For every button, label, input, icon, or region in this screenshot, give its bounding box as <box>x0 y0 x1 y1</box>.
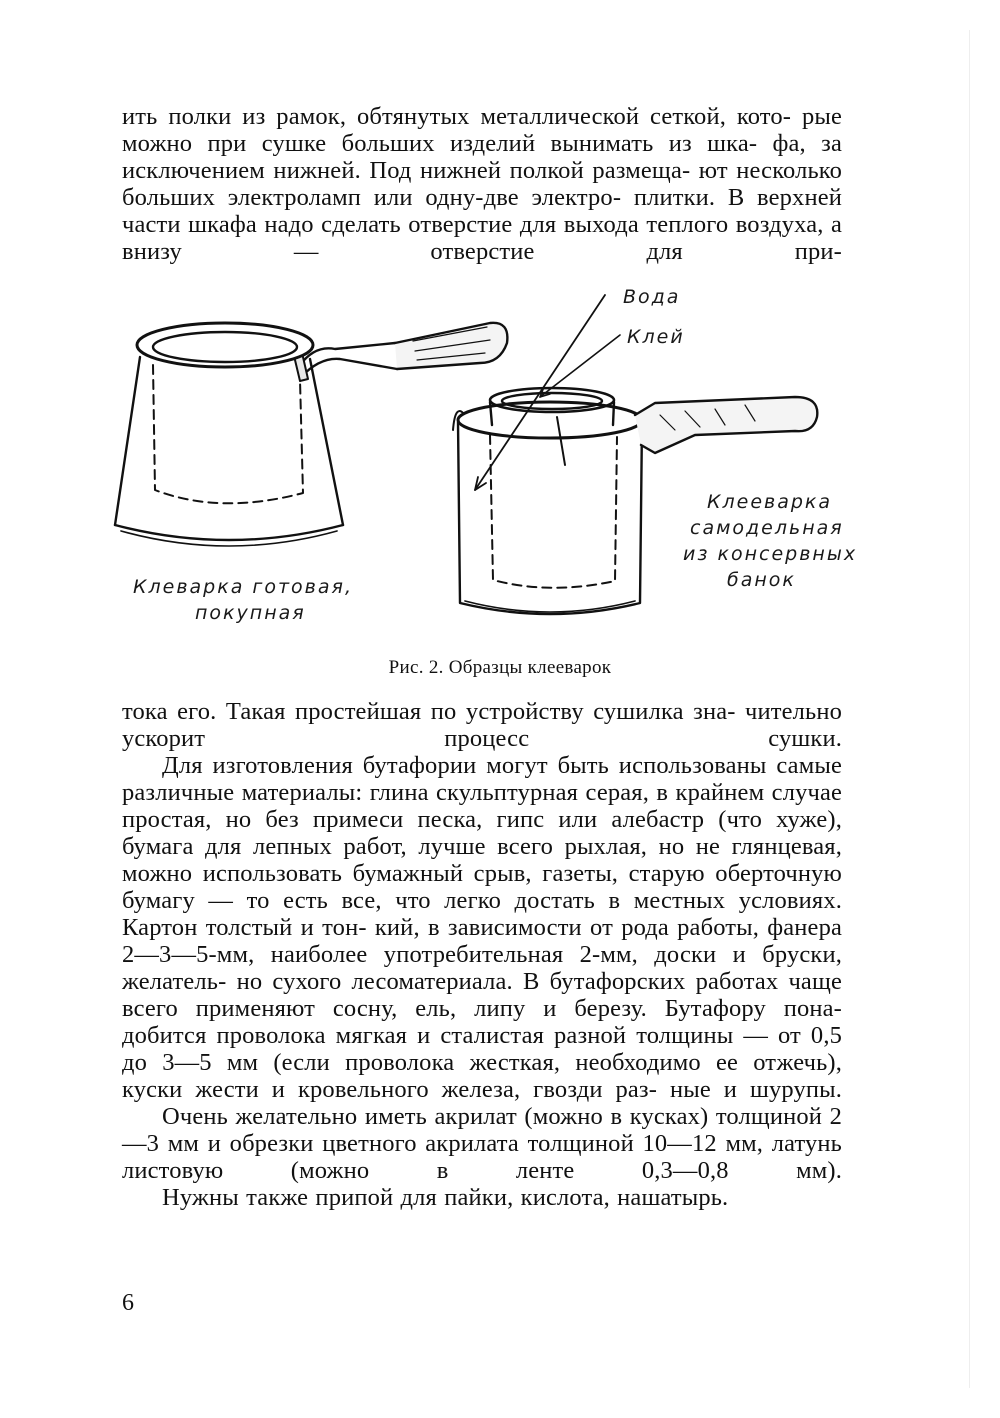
label-homemade-line3: из консервных <box>683 543 858 565</box>
label-bought-line2: покупная <box>195 602 306 624</box>
label-bought-line1: Клеварка готовая, <box>133 576 353 598</box>
label-homemade-line2: самодельная <box>690 517 844 539</box>
label-glue: Клей <box>627 326 685 348</box>
paragraph-materials: Для изготовления бутафории могут быть использованы самые различные материалы: глина скульптурная серая, в крайнем случае простая, но без примеси песка, гипс или алебастр (что хуже), бумага для лепных работ, лучше всего рыхлая, но не глянцевая, можно использовать бумажный срыв, газеты, старую оберточную бумагу — то есть все, что легко достать в местных условиях. Картон толстый и тон- кий, в зависимости от рода работы, фанера 2—3—5-мм, наиболее употребительная 2-мм, доски и бруски, желатель- но сухого лесоматериала. В бутафорских работах чаще всего применяют сосну, ель, липу и березу. Бутафору пона- добится проволока мягкая и сталистая разной толщины — от 0,5 до 3—5 мм (если проволока жесткая, необходимо ее отжечь), куски жести и кровельного железа, гвозди раз- ные и шурупы. <box>122 752 842 1103</box>
bottom-text-block <box>122 698 842 1211</box>
paragraph-solder: Нужны также припой для пайки, кислота, нашатырь. <box>162 1184 729 1211</box>
bought-glue-pot-drawing <box>115 323 507 546</box>
page-edge <box>969 30 970 1388</box>
paragraph-acrylate: Очень желательно иметь акрилат (можно в кусках) толщиной 2—3 мм и обрезки цветного акрилата толщиной 10—12 мм, латунь листовую (можно в ленте 0,3—0,8 мм). <box>122 1103 842 1184</box>
paragraph-continuation: ить полки из рамок, обтянутых металлической сеткой, кото- рые можно при сушке больших изделий вынимать из шка- фа, за исключением нижней. Под нижней полкой размеща- ют несколько больших электроламп или одну-две электро- плитки. В верхней части шкафа надо сделать отверстие для выхода теплого воздуха, а внизу — отверстие для при- <box>122 103 842 265</box>
label-water: Вода <box>623 286 681 308</box>
label-homemade-line1: Клееварка <box>707 491 833 513</box>
paragraph-drying: тока его. Такая простейшая по устройству сушилка зна- чительно ускорит процесс сушки. <box>122 698 842 752</box>
page-number: 6 <box>122 1290 134 1316</box>
figure-glue-pots <box>95 285 875 645</box>
top-text-block <box>122 103 842 265</box>
label-homemade-line4: банок <box>727 569 796 591</box>
figure-caption: Рис. 2. Образцы клееварок <box>388 657 612 678</box>
